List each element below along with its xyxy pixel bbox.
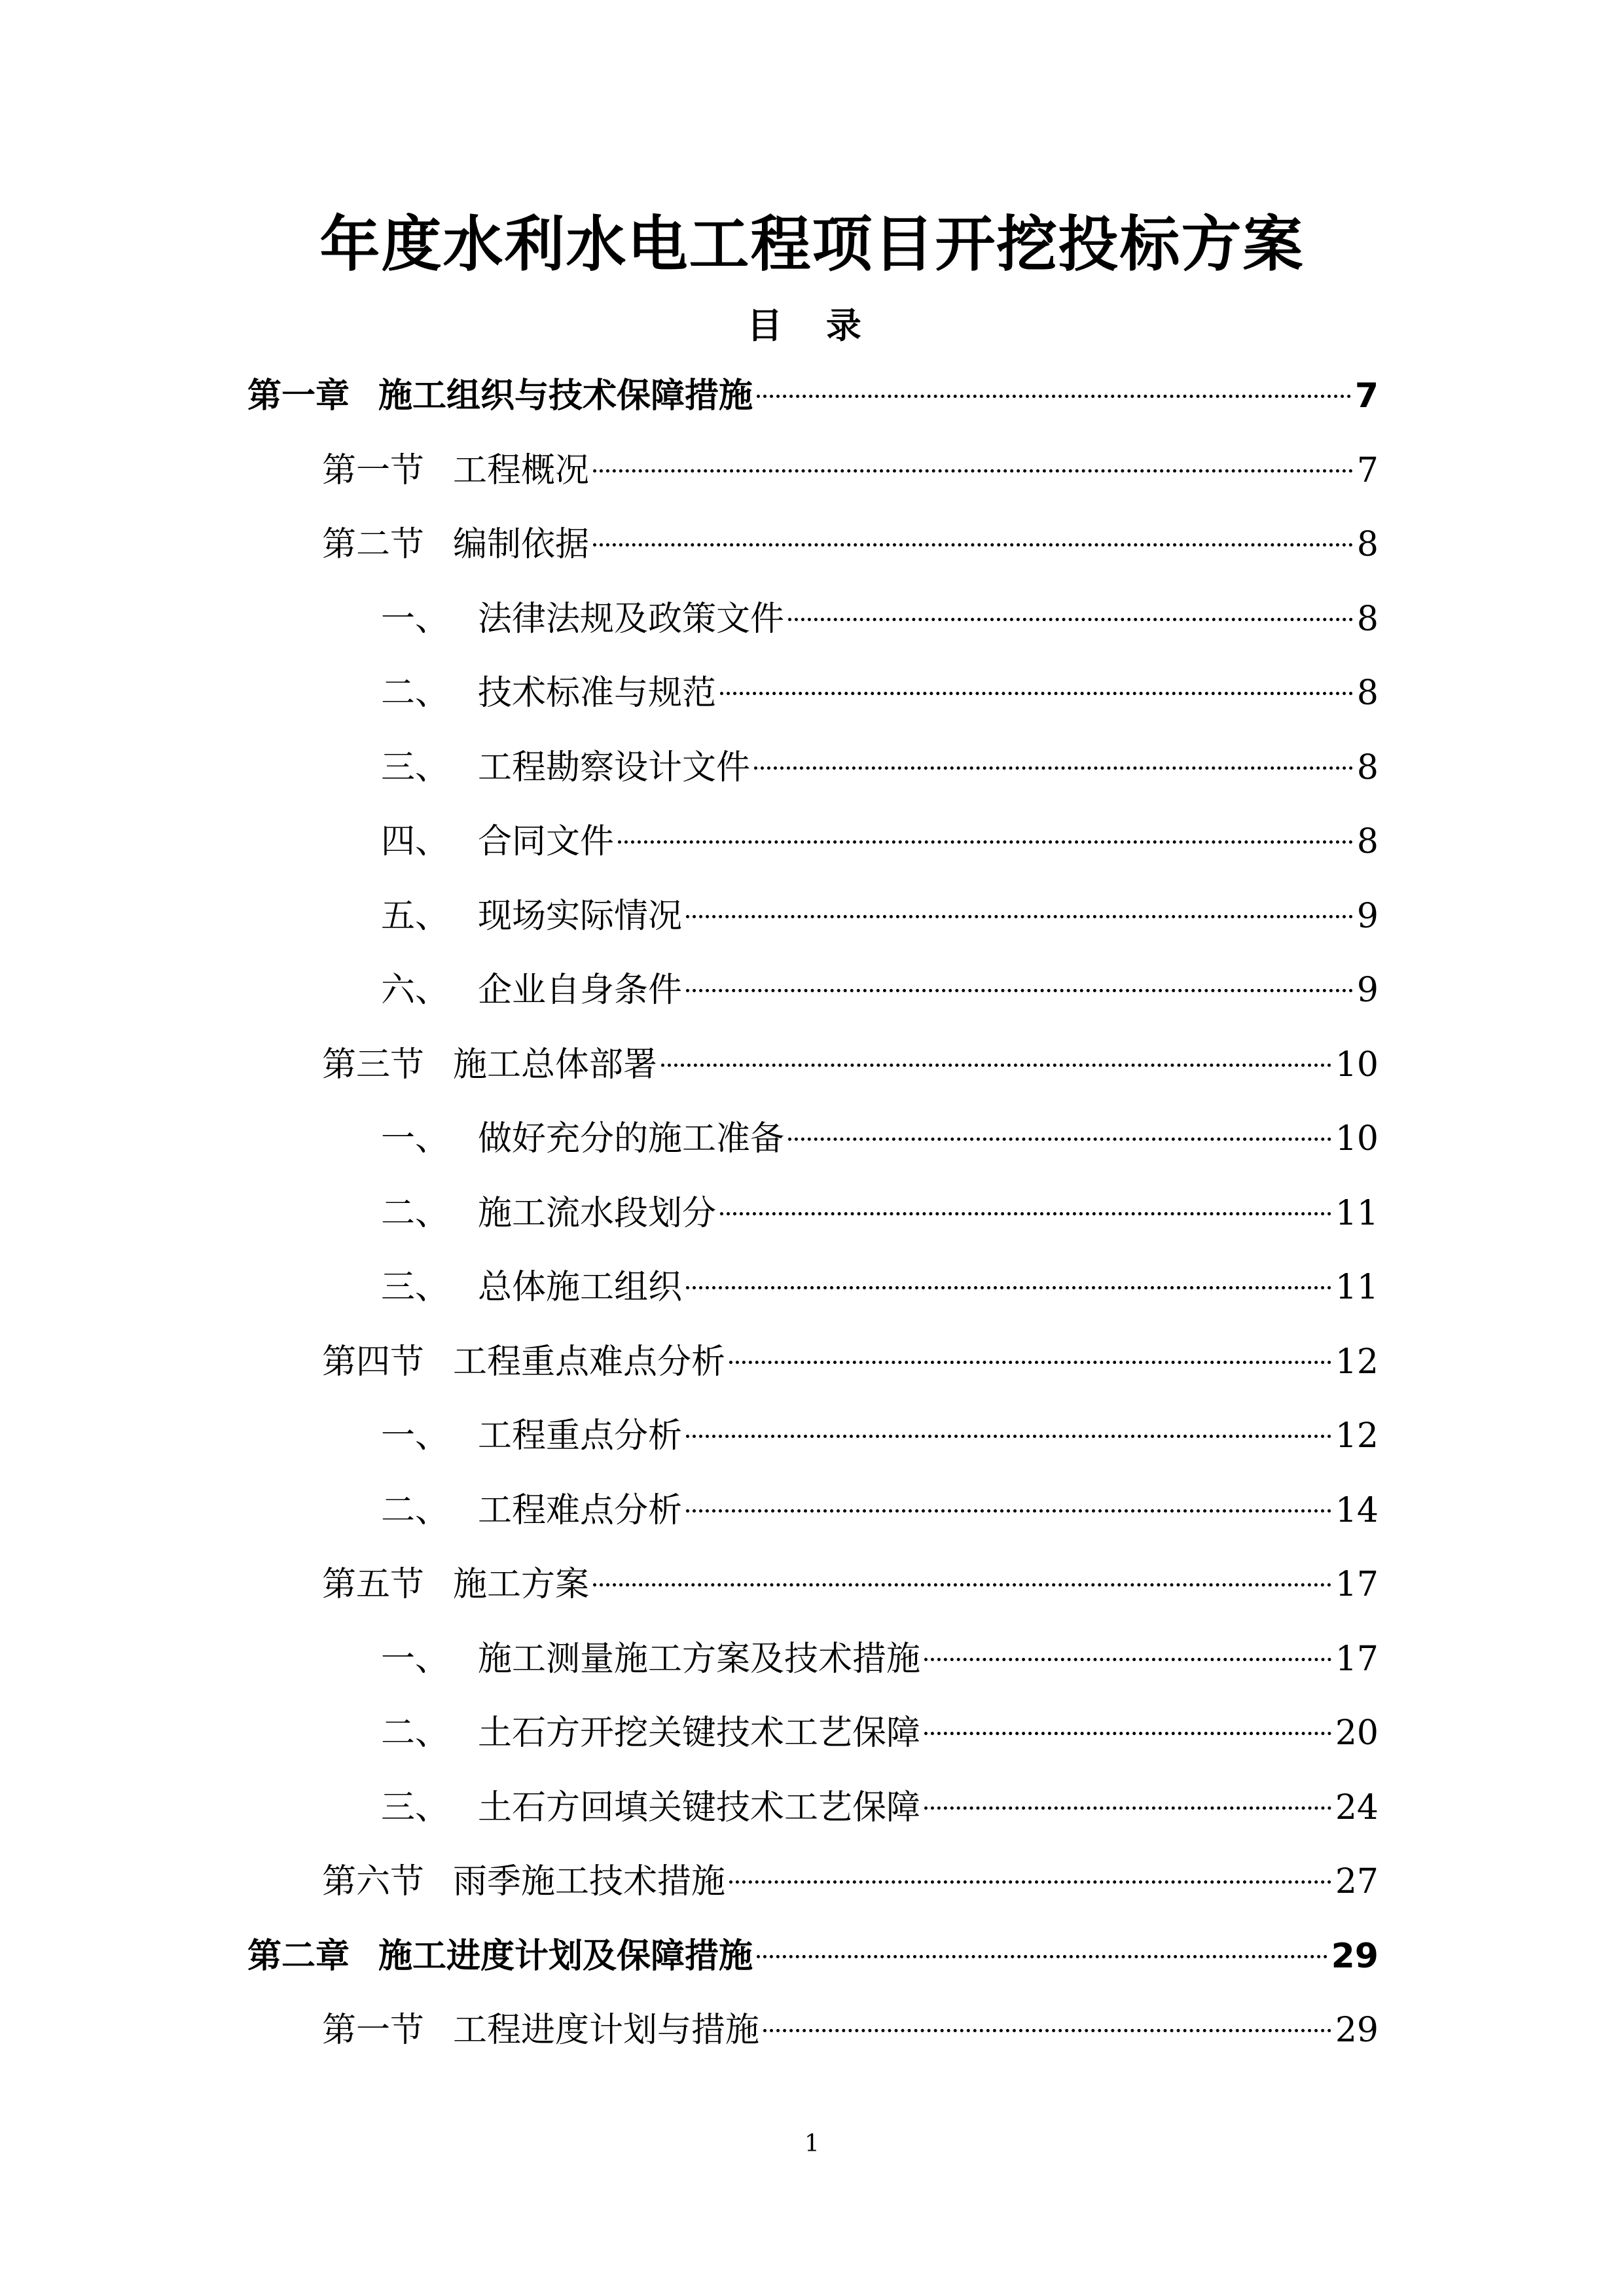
toc-entry-title: 企业自身条件: [478, 971, 683, 1010]
toc-dot-leader: [593, 543, 1353, 547]
toc-entry-title: 施工进度计划及保障措施: [378, 1936, 753, 1976]
toc-dot-leader: [686, 989, 1353, 992]
toc-dot-leader: [720, 692, 1353, 695]
toc-entry-number: 五、: [381, 896, 450, 936]
toc-entry-number: 第五节: [322, 1565, 425, 1604]
toc-dot-leader: [757, 1955, 1327, 1958]
toc-entry-page: 8: [1356, 747, 1379, 787]
toc-dot-leader: [729, 1880, 1331, 1884]
page-number: 1: [804, 2130, 820, 2157]
toc-entry-item[interactable]: [381, 593, 1379, 645]
toc-entry-title: 施工流水段划分: [478, 1193, 717, 1233]
toc-heading: [0, 298, 1624, 348]
toc-dot-leader: [686, 1286, 1331, 1289]
toc-entry-title: 现场实际情况: [478, 896, 683, 936]
toc-dot-leader: [686, 1509, 1331, 1513]
toc-entry-title: 雨季施工技术措施: [453, 1862, 726, 1901]
toc-dot-leader: [757, 395, 1351, 398]
toc-entry-item[interactable]: [381, 1782, 1379, 1834]
toc-entry-page: 9: [1356, 896, 1379, 936]
toc-entry-page: 8: [1356, 673, 1379, 713]
toc-entry-title: 工程勘察设计文件: [478, 747, 751, 787]
toc-dot-leader: [924, 1732, 1331, 1735]
toc-entry-page: 17: [1335, 1565, 1379, 1604]
toc-entry-item[interactable]: [381, 1113, 1379, 1165]
toc-entry-page: 27: [1335, 1862, 1379, 1901]
toc-dot-leader: [593, 469, 1353, 473]
toc-dot-leader: [924, 1806, 1331, 1810]
toc-entry-number: 一、: [381, 599, 450, 639]
toc-entry-chapter[interactable]: [247, 1930, 1379, 1982]
toc-entry-page: 9: [1356, 971, 1379, 1010]
toc-dot-leader: [924, 1658, 1331, 1661]
toc-entry-item[interactable]: [381, 742, 1379, 794]
toc-entry-title: 编制依据: [453, 525, 590, 564]
toc-dot-leader: [720, 1212, 1331, 1215]
toc-entry-page: 7: [1354, 376, 1379, 416]
toc-entry-title: 工程重点分析: [478, 1416, 683, 1456]
toc-entry-title: 土石方开挖关键技术工艺保障: [478, 1713, 921, 1753]
toc-entry-item[interactable]: [381, 1707, 1379, 1759]
toc-entry-number: 第一章: [247, 376, 350, 416]
toc-dot-leader: [618, 840, 1353, 844]
toc-entry-page: 17: [1335, 1639, 1379, 1679]
toc-entry-number: 一、: [381, 1416, 450, 1456]
toc-entry-title: 施工测量施工方案及技术措施: [478, 1639, 921, 1679]
toc-entry-title: 施工组织与技术保障措施: [378, 376, 753, 416]
toc-entry-item[interactable]: [381, 1261, 1379, 1314]
toc-entry-page: 8: [1356, 599, 1379, 639]
toc-entry-number: 三、: [381, 747, 450, 787]
toc-entry-number: 二、: [381, 1193, 450, 1233]
toc-dot-leader: [661, 1064, 1331, 1067]
toc-entry-number: 第二章: [247, 1936, 350, 1976]
toc-entry-section[interactable]: [322, 1558, 1379, 1611]
toc-entry-page: 29: [1335, 2011, 1379, 2050]
toc-entry-number: 第二节: [322, 525, 425, 564]
toc-entry-title: 工程概况: [453, 450, 590, 490]
toc-entry-page: 12: [1335, 1416, 1379, 1456]
toc-entry-page: 24: [1335, 1787, 1379, 1827]
toc-entry-title: 工程重点难点分析: [453, 1342, 726, 1382]
toc-entry-page: 10: [1335, 1119, 1379, 1158]
toc-entry-chapter[interactable]: [247, 370, 1379, 422]
toc-entry-title: 施工方案: [453, 1565, 590, 1604]
toc-dot-leader: [754, 766, 1353, 770]
toc-entry-item[interactable]: [381, 1633, 1379, 1685]
toc-entry-title: 做好充分的施工准备: [478, 1119, 785, 1158]
toc-entry-item[interactable]: [381, 816, 1379, 868]
toc-entry-number: 二、: [381, 1713, 450, 1753]
toc-entry-item[interactable]: [381, 964, 1379, 1016]
toc-dot-leader: [788, 1138, 1331, 1141]
toc-entry-item[interactable]: [381, 1187, 1379, 1240]
toc-entry-section[interactable]: [322, 1039, 1379, 1091]
toc-entry-number: 四、: [381, 822, 450, 861]
toc-dot-leader: [729, 1361, 1331, 1364]
toc-entry-section[interactable]: [322, 518, 1379, 571]
toc-entry-title: 法律法规及政策文件: [478, 599, 785, 639]
toc-dot-leader: [686, 1435, 1331, 1438]
toc-entry-title: 工程进度计划与措施: [453, 2011, 760, 2050]
toc-dot-leader: [686, 915, 1353, 918]
toc-entry-number: 二、: [381, 1490, 450, 1530]
toc-dot-leader: [763, 2029, 1331, 2032]
toc-entry-item[interactable]: [381, 667, 1379, 719]
toc-entry-title: 施工总体部署: [453, 1045, 658, 1085]
toc-entry-number: 一、: [381, 1119, 450, 1158]
toc-entry-title: 工程难点分析: [478, 1490, 683, 1530]
toc-heading-text: 目 录: [747, 305, 877, 346]
toc-entry-title: 技术标准与规范: [478, 673, 717, 713]
toc-entry-page: 8: [1356, 525, 1379, 564]
toc-entry-section[interactable]: [322, 1856, 1379, 1908]
toc-entry-page: 10: [1335, 1045, 1379, 1085]
toc-entry-title: 土石方回填关键技术工艺保障: [478, 1787, 921, 1827]
toc-entry-number: 三、: [381, 1787, 450, 1827]
toc-entry-title: 合同文件: [478, 822, 615, 861]
toc-entry-number: 二、: [381, 673, 450, 713]
toc-dot-leader: [788, 618, 1353, 621]
toc-entry-page: 11: [1335, 1193, 1379, 1233]
toc-entry-number: 一、: [381, 1639, 450, 1679]
toc-entry-number: 第一节: [322, 450, 425, 490]
document-title: 年度水利水电工程项目开挖投标方案: [319, 209, 1305, 279]
toc-dot-leader: [593, 1583, 1331, 1587]
toc-entry-section[interactable]: [322, 1336, 1379, 1388]
toc-entry-number: 六、: [381, 971, 450, 1010]
toc-entry-section[interactable]: [322, 444, 1379, 497]
toc-entry-page: 7: [1356, 450, 1379, 490]
toc-entry-page: 29: [1331, 1936, 1379, 1976]
toc-entry-item[interactable]: [381, 1410, 1379, 1462]
toc-entry-page: 14: [1335, 1490, 1379, 1530]
toc-entry-item[interactable]: [381, 1484, 1379, 1537]
toc-entry-section[interactable]: [322, 2004, 1379, 2056]
toc-entry-number: 第一节: [322, 2011, 425, 2050]
toc-entry-page: 20: [1335, 1713, 1379, 1753]
toc-entry-title: 总体施工组织: [478, 1268, 683, 1307]
toc-entry-page: 11: [1335, 1268, 1379, 1307]
toc-entry-number: 第三节: [322, 1045, 425, 1085]
toc-entry-number: 第六节: [322, 1862, 425, 1901]
toc-entry-number: 三、: [381, 1268, 450, 1307]
toc-entry-number: 第四节: [322, 1342, 425, 1382]
toc-entry-page: 8: [1356, 822, 1379, 861]
toc-entry-page: 12: [1335, 1342, 1379, 1382]
toc-entry-item[interactable]: [381, 890, 1379, 942]
